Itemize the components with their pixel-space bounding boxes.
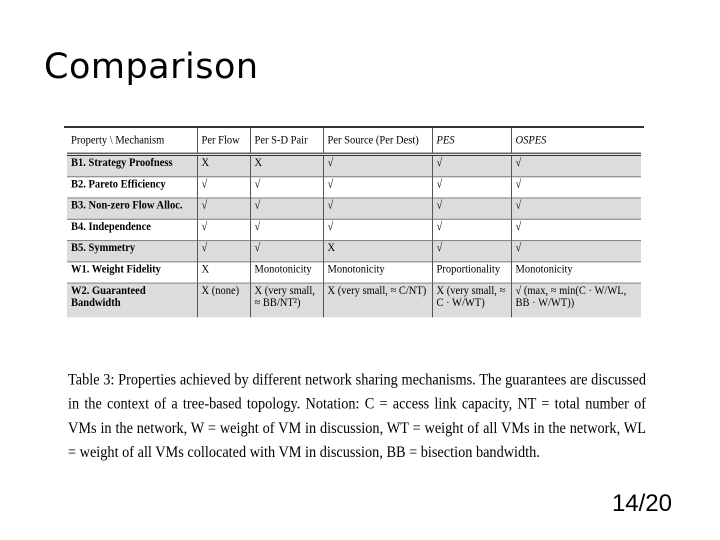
properties-table <box>67 128 641 317</box>
row-property-cell: B5. Symmetry <box>67 241 197 262</box>
header-property: Property \ Mechanism <box>67 128 197 154</box>
header-pes: PES <box>432 128 511 154</box>
table-cell: √ <box>323 219 432 240</box>
table-cell: X <box>197 154 250 176</box>
table-caption: Table 3: Properties achieved by different network sharing mechanisms. The guarantees are discussed in the context of a tree-based topology. Notation: C = access link capacity, NT = total number of VMs in the network, W = weight of VM in discussion, WT = weight of all VMs in the network, WL = weight of all VMs collocated with VM in discussion, BB = bisection bandwidth. <box>68 371 646 462</box>
slide-title: Comparison <box>44 47 259 87</box>
row-property-cell: B4. Independence <box>67 219 197 240</box>
table-cell: Monotonicity <box>323 262 432 283</box>
table-body <box>67 154 641 317</box>
table-cell: X <box>197 262 250 283</box>
table-cell: X <box>250 154 323 176</box>
table-cell: √ <box>432 154 511 176</box>
row-property-cell: B2. Pareto Efficiency <box>67 177 197 198</box>
table-cell: √ <box>511 198 641 219</box>
header-per-sd-pair: Per S-D Pair <box>250 128 323 154</box>
table-row <box>67 241 641 262</box>
row-property-cell: W2. Guaranteed Bandwidth <box>67 283 197 317</box>
header-per-source: Per Source (Per Dest) <box>323 128 432 154</box>
table-cell: √ <box>511 219 641 240</box>
table-cell: √ <box>432 219 511 240</box>
table-row <box>67 219 641 240</box>
table-cell: X (none) <box>197 283 250 317</box>
table-cell: √ <box>250 198 323 219</box>
table-cell: √ <box>511 154 641 176</box>
table-cell: X (very small, ≈ C/NT) <box>323 283 432 317</box>
table-row <box>67 283 641 317</box>
table-cell: √ <box>511 241 641 262</box>
table-cell: X <box>323 241 432 262</box>
table-cell: √ <box>432 177 511 198</box>
table-cell: X (very small, ≈ BB/NT²) <box>250 283 323 317</box>
table-cell: √ <box>323 198 432 219</box>
header-ospes: OSPES <box>511 128 641 154</box>
table-cell: √ <box>197 219 250 240</box>
table-cell: X (very small, ≈ C · W/WT) <box>432 283 511 317</box>
table-cell: √ <box>323 154 432 176</box>
table-cell: Proportionality <box>432 262 511 283</box>
header-per-flow: Per Flow <box>197 128 250 154</box>
table-cell: √ <box>197 177 250 198</box>
table-cell: √ <box>197 198 250 219</box>
table-cell: √ <box>250 219 323 240</box>
table-cell: √ <box>250 241 323 262</box>
table-cell: Monotonicity <box>511 262 641 283</box>
table-header-row <box>67 128 641 154</box>
row-property-cell: W1. Weight Fidelity <box>67 262 197 283</box>
page-number: 14/20 <box>611 490 672 517</box>
table-cell: √ (max, ≈ min(C · W/WL, BB · W/WT)) <box>511 283 641 317</box>
table-cell: √ <box>197 241 250 262</box>
table-cell: √ <box>432 198 511 219</box>
table-cell: √ <box>511 177 641 198</box>
table-row <box>67 177 641 198</box>
table-cell: √ <box>250 177 323 198</box>
table-row <box>67 262 641 283</box>
table-row <box>67 154 641 176</box>
table-cell: √ <box>432 241 511 262</box>
table-figure <box>64 126 644 348</box>
row-property-cell: B3. Non-zero Flow Alloc. <box>67 198 197 219</box>
table-cell: √ <box>323 177 432 198</box>
table-row <box>67 198 641 219</box>
table-cell: Monotonicity <box>250 262 323 283</box>
row-property-cell: B1. Strategy Proofness <box>67 154 197 176</box>
